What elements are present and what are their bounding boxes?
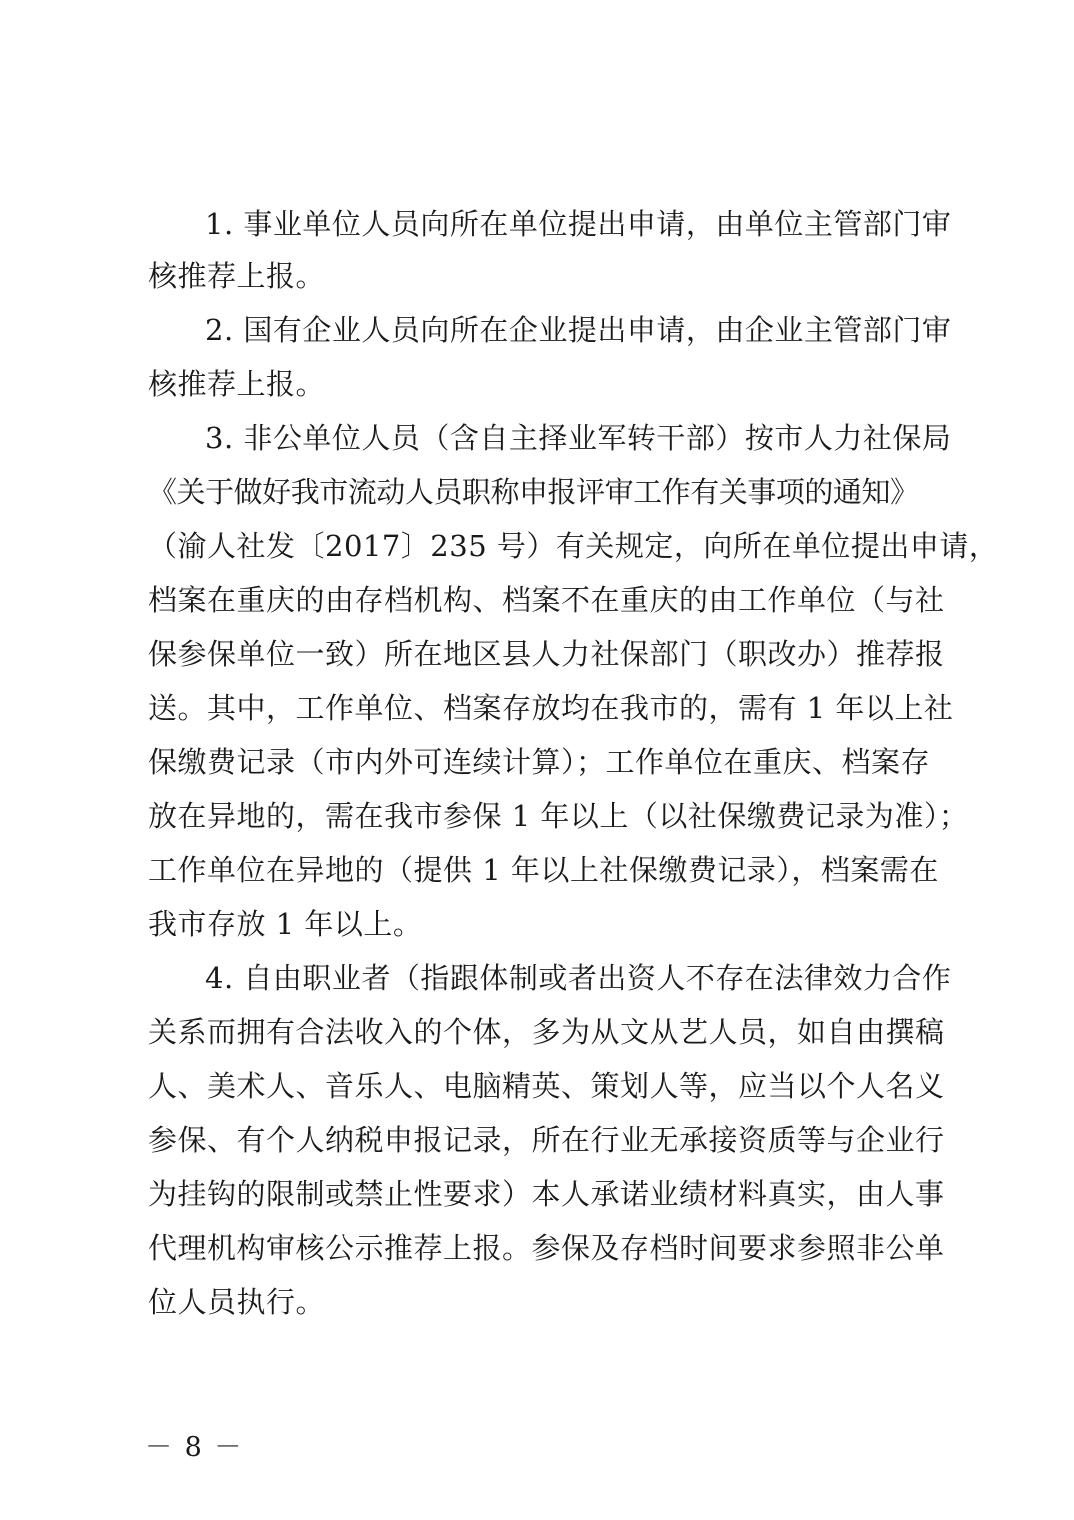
item-3-line-5: 保参保单位一致）所在地区县人力社保部门（职改办）推荐报 xyxy=(148,637,945,671)
item-2-line-1: 2. 国有企业人员向所在企业提出申请，由企业主管部门审 xyxy=(205,313,952,347)
item-3-line-4: 档案在重庆的由存档机构、档案不在重庆的由工作单位（与社 xyxy=(148,583,945,617)
page-number: － 8 － xyxy=(145,1432,244,1463)
item-3-line-8: 放在异地的，需在我市参保 1 年以上（以社保缴费记录为准）； xyxy=(148,799,969,833)
item-4-line-4: 参保、有个人纳税申报记录，所在行业无承接资质等与企业行 xyxy=(148,1123,945,1157)
item-3-line-1: 3. 非公单位人员（含自主择业军转干部）按市人力社保局 xyxy=(205,421,952,455)
item-3-line-2: 《关于做好我市流动人员职称申报评审工作有关事项的通知》 xyxy=(148,475,918,509)
item-4-line-6: 代理机构审核公示推荐上报。参保及存档时间要求参照非公单 xyxy=(148,1231,945,1265)
item-1-line-1: 1. 事业单位人员向所在单位提出申请，由单位主管部门审 xyxy=(205,207,952,241)
item-3-line-10: 我市存放 1 年以上。 xyxy=(148,907,423,941)
item-3-line-6: 送。其中，工作单位、档案存放均在我市的，需有 1 年以上社 xyxy=(148,691,954,725)
item-2-line-2: 核推荐上报。 xyxy=(148,367,326,401)
item-3-line-3: （渝人社发〔2017〕235 号）有关规定，向所在单位提出申请， xyxy=(148,529,999,563)
item-4-line-3: 人、美术人、音乐人、电脑精英、策划人等，应当以个人名义 xyxy=(148,1069,945,1103)
item-3-line-9: 工作单位在异地的（提供 1 年以上社保缴费记录），档案需在 xyxy=(148,853,939,887)
item-4-line-7: 位人员执行。 xyxy=(148,1285,326,1319)
item-1-line-2: 核推荐上报。 xyxy=(148,259,326,293)
item-3-line-7: 保缴费记录（市内外可连续计算）；工作单位在重庆、档案存 xyxy=(148,745,931,779)
item-4-line-5: 为挂钩的限制或禁止性要求）本人承诺业绩材料真实，由人事 xyxy=(148,1177,945,1211)
item-4-line-1: 4. 自由职业者（指跟体制或者出资人不存在法律效力合作 xyxy=(205,961,952,995)
item-4-line-2: 关系而拥有合法收入的个体，多为从文从艺人员，如自由撰稿 xyxy=(148,1015,945,1049)
